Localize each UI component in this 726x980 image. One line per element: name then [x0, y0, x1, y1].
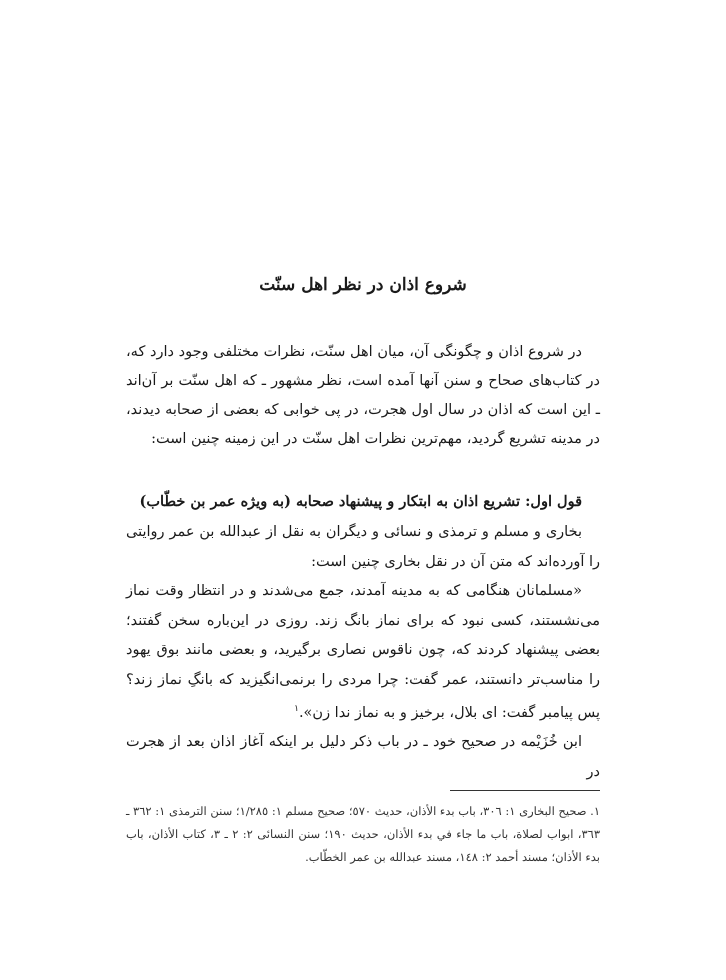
intro-paragraph: [126, 338, 600, 454]
page-title: شروع اذان در نظر اهل سنّت: [259, 275, 467, 295]
body-text: [126, 518, 600, 787]
paragraph-ibn-khuzaymah: ابن خُزَیْمه در صحیح خود ـ در باب ذکر دلیل بر اینکه آغاز اذان بعد از هجرت در: [126, 734, 600, 780]
section-heading: قول اول: تشریع اذان به ابتکار و پیشنهاد صحابه (به ویژه عمر بن خطّاب): [139, 493, 582, 510]
footnote-1: ١. صحیح البخاری ١: ٣٠٦، باب بدء الأذان، حدیث ٥٧٠؛ صحیح مسلم ١: ١/٢٨٥؛ سنن الترمذی ١: ٣٦٢ ـ ٣٦٣، ابواب لصلاة، باب ما جاء في بدء الأذان، حدیث ١٩٠؛ سنن النسائی ٢: ٢ ـ ٣، کتاب الأذان، باب بدء الأذان؛ مسند أحمد ٢: ١٤٨، مسند عبدالله بن عمر الخطّاب.: [126, 804, 601, 864]
hadith-quote-text: «مسلمانان هنگامی که به مدینه آمدند، جمع می‌شدند و در انتظار وقت نماز می‌نشستند، کسی نبود که برای نماز بانگ زند. روزی در این‌باره سخن گفتند؛ بعضی پیشنهاد کردند که، چون ناقوس نصاری برگیرید، و بعضی مانند بوق یهود را مناسب‌تر دانستند، عمر گفت: چرا مردی را برنمی‌انگیزید که بانگِ نماز زند؟ پس پیامبر گفت: ای بلال، برخیز و به نماز ندا زن».: [126, 583, 600, 721]
footnote-marker: ١: [294, 704, 299, 714]
paragraph-bukhari: بخاری و مسلم و ترمذی و نسائی و دیگران به نقل از عبدالله بن عمر روایتی را آورده‌اند که متن آن در نقل بخاری چنین است:: [126, 524, 600, 570]
footnote-divider: [450, 790, 600, 791]
hadith-quote: [126, 577, 600, 728]
intro-text: در شروع اذان و چگونگی آن، میان اهل سنّت، نظرات مختلفی وجود دارد که، در کتاب‌های صحاح و سنن آنها آمده است، نظر مشهور ـ که اهل سنّت بر آن‌اند ـ این است که اذان در سال اول هجرت، در پی خوابی که بعضی از صحابه دیدند، در مدینه تشریع گردید، مهم‌ترین نظرات اهل سنّت در این زمینه چنین است:: [126, 344, 600, 447]
footnotes: [126, 800, 600, 869]
